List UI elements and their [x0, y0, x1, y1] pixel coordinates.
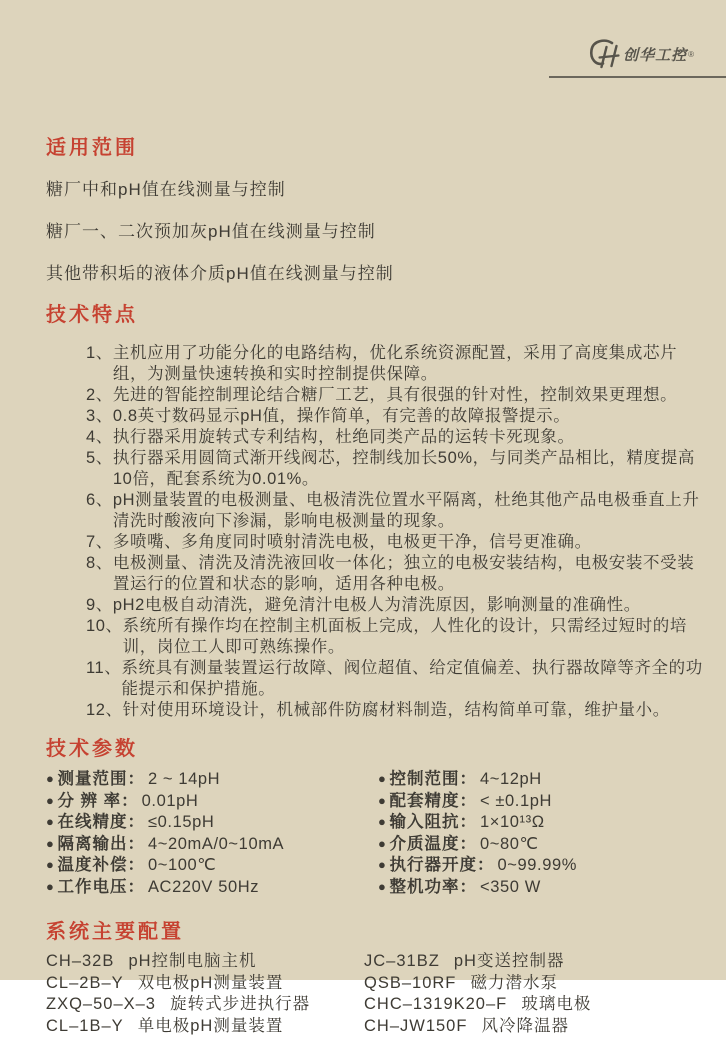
config-description: pH控制电脑主机	[128, 952, 256, 970]
feature-number: 5、	[86, 448, 113, 490]
config-item	[46, 1016, 364, 1037]
feature-number: 12、	[86, 700, 123, 721]
config-column-right	[364, 951, 708, 1037]
feature-number: 4、	[86, 427, 113, 448]
params-column-right	[378, 769, 708, 898]
scope-line: 糖厂中和pH值在线测量与控制	[46, 177, 708, 202]
features-section-title: 技术特点	[46, 303, 708, 327]
config-model: CH–32B	[46, 952, 114, 970]
param-item	[46, 877, 378, 899]
param-value: 0~99.99%	[497, 855, 577, 877]
feature-item	[86, 616, 708, 658]
config-model: ZXQ–50–X–3	[46, 995, 156, 1013]
feature-number: 11、	[86, 658, 121, 700]
param-value: <350 W	[480, 877, 541, 899]
bullet-icon: ●	[378, 768, 386, 790]
logo-company-name: 创华工控	[623, 44, 687, 65]
config-model: CH–JW150F	[364, 1017, 467, 1035]
param-value: ≤0.15pH	[148, 812, 214, 834]
section-config	[46, 920, 708, 1037]
param-item	[46, 812, 378, 834]
feature-text: 0.8英寸数码显示pH值，操作简单，有完善的故障报警提示。	[113, 406, 708, 427]
config-description: 磁力潜水泵	[470, 974, 558, 992]
param-label: 介质温度：	[389, 834, 477, 856]
param-label: 配套精度：	[389, 791, 477, 813]
feature-text: 执行器采用圆筒式渐开线阀芯，控制线加长50%，与同类产品相比，精度提高10倍，配套系统为0.01%。	[113, 448, 708, 490]
feature-item	[86, 427, 708, 448]
param-item	[46, 769, 378, 791]
config-item	[364, 1016, 708, 1037]
bullet-icon: ●	[46, 833, 54, 855]
param-item	[46, 855, 378, 877]
scope-section-title: 适用范围	[46, 136, 708, 160]
bullet-icon: ●	[378, 854, 386, 876]
config-description: 旋转式步进执行器	[170, 995, 310, 1013]
feature-text: pH测量装置的电极测量、电极清洗位置水平隔离，杜绝其他产品电极垂直上升清洗时酸液向下渗漏，影响电极测量的现象。	[113, 490, 708, 532]
param-label: 输入阻抗：	[389, 812, 477, 834]
config-item	[364, 951, 708, 973]
scope-line: 糖厂一、二次预加灰pH值在线测量与控制	[46, 219, 708, 244]
header-divider-line	[549, 76, 726, 78]
feature-text: 先进的智能控制理论结合糖厂工艺，具有很强的针对性，控制效果更理想。	[113, 385, 708, 406]
param-item	[46, 791, 378, 813]
config-description: 风冷降温器	[482, 1017, 570, 1035]
bullet-icon: ●	[46, 811, 54, 833]
bullet-icon: ●	[46, 790, 54, 812]
feature-item	[86, 532, 708, 553]
param-item	[378, 877, 708, 899]
params-column-left	[46, 769, 378, 898]
config-model: CL–2B–Y	[46, 974, 124, 992]
feature-text: 主机应用了功能分化的电路结构，优化系统资源配置，采用了高度集成芯片组，为测量快速转换和实时控制提供保障。	[113, 343, 708, 385]
param-item	[378, 855, 708, 877]
feature-item	[86, 385, 708, 406]
feature-text: 针对使用环境设计，机械部件防腐材料制造，结构简单可靠，维护量小。	[123, 700, 708, 721]
config-model: QSB–10RF	[364, 974, 456, 992]
bullet-icon: ●	[46, 854, 54, 876]
param-label: 在线精度：	[57, 812, 145, 834]
param-value: AC220V 50Hz	[148, 877, 259, 899]
config-model: CL–1B–Y	[46, 1017, 124, 1035]
param-label: 整机功率：	[389, 877, 477, 899]
param-value: 4~12pH	[480, 769, 542, 791]
section-features	[46, 303, 708, 721]
param-label: 执行器开度：	[389, 855, 494, 877]
param-item	[378, 769, 708, 791]
feature-number: 1、	[86, 343, 113, 385]
param-value: 4~20mA/0~10mA	[148, 834, 284, 856]
param-value: 0~80℃	[480, 834, 539, 856]
feature-item	[86, 343, 708, 385]
config-section-title: 系统主要配置	[46, 920, 708, 944]
feature-item	[86, 448, 708, 490]
bullet-icon: ●	[378, 833, 386, 855]
page-content	[46, 136, 708, 1037]
bullet-icon: ●	[378, 790, 386, 812]
feature-number: 9、	[86, 595, 113, 616]
param-item	[378, 812, 708, 834]
config-item	[46, 951, 364, 973]
param-item	[46, 834, 378, 856]
config-model: CHC–1319K20–F	[364, 995, 507, 1013]
bullet-icon: ●	[378, 811, 386, 833]
ch-logo-mark-icon	[585, 38, 621, 70]
config-model: JC–31BZ	[364, 952, 440, 970]
param-label: 隔离输出：	[57, 834, 145, 856]
config-item	[46, 994, 364, 1016]
feature-item	[86, 700, 708, 721]
config-item	[364, 973, 708, 995]
feature-number: 10、	[86, 616, 123, 658]
params-section-title: 技术参数	[46, 737, 708, 761]
config-description: 单电极pH测量装置	[138, 1017, 284, 1035]
feature-text: 多喷嘴、多角度同时喷射清洗电极，电极更干净，信号更准确。	[113, 532, 708, 553]
bullet-icon: ●	[46, 876, 54, 898]
feature-text: 系统具有测量装置运行故障、阀位超值、给定值偏差、执行器故障等齐全的功能提示和保护措施。	[121, 658, 708, 700]
config-description: 双电极pH测量装置	[138, 974, 284, 992]
param-label: 测量范围：	[57, 769, 145, 791]
param-value: 0.01pH	[142, 791, 199, 813]
company-logo	[585, 38, 694, 70]
feature-item	[86, 406, 708, 427]
features-list	[46, 343, 708, 721]
feature-text: pH2电极自动清洗，避免清汁电极人为清洗原因，影响测量的准确性。	[113, 595, 708, 616]
param-value: 0~100℃	[148, 855, 216, 877]
feature-number: 2、	[86, 385, 113, 406]
param-label: 控制范围：	[389, 769, 477, 791]
param-value: 2 ~ 14pH	[148, 769, 220, 791]
param-item	[378, 834, 708, 856]
param-value: 1×10¹³Ω	[480, 812, 545, 834]
param-label: 工作电压：	[57, 877, 145, 899]
scope-line: 其他带积垢的液体介质pH值在线测量与控制	[46, 261, 708, 286]
bullet-icon: ●	[378, 876, 386, 898]
section-params	[46, 737, 708, 898]
feature-item	[86, 553, 708, 595]
feature-text: 电极测量、清洗及清洗液回收一体化；独立的电极安装结构，电极安装不受装置运行的位置和状态的影响，适用各种电极。	[113, 553, 708, 595]
params-grid	[46, 769, 708, 898]
config-grid	[46, 951, 708, 1037]
bullet-icon: ●	[46, 768, 54, 790]
feature-text: 系统所有操作均在控制主机面板上完成，人性化的设计，只需经过短时的培训，岗位工人即可熟练操作。	[123, 616, 708, 658]
param-label: 分 辨 率：	[57, 791, 138, 813]
feature-number: 6、	[86, 490, 113, 532]
feature-number: 8、	[86, 553, 113, 595]
feature-item	[86, 490, 708, 532]
config-description: pH变送控制器	[454, 952, 565, 970]
param-item	[378, 791, 708, 813]
registered-trademark-symbol: ®	[688, 50, 694, 59]
feature-item	[86, 658, 708, 700]
config-item	[364, 994, 708, 1016]
param-label: 温度补偿：	[57, 855, 145, 877]
feature-item	[86, 595, 708, 616]
section-scope	[46, 136, 708, 286]
feature-text: 执行器采用旋转式专利结构，杜绝同类产品的运转卡死现象。	[113, 427, 708, 448]
config-column-left	[46, 951, 364, 1037]
feature-number: 3、	[86, 406, 113, 427]
config-item	[46, 973, 364, 995]
config-description: 玻璃电极	[521, 995, 591, 1013]
param-value: < ±0.1pH	[480, 791, 552, 813]
feature-number: 7、	[86, 532, 113, 553]
